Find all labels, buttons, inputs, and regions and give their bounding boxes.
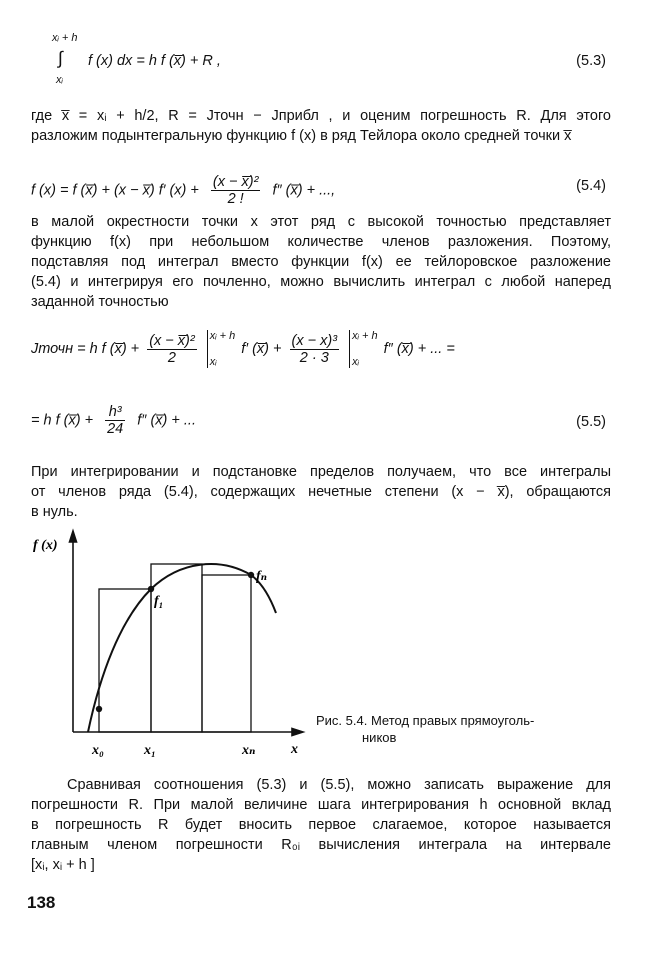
eq55a-fraction-1 bbox=[147, 333, 197, 366]
page-number: 138 bbox=[27, 893, 56, 912]
eq55b-fraction bbox=[105, 404, 125, 437]
paragraph-1 bbox=[31, 106, 611, 146]
paragraph-3-line: от членов ряда (5.4), содержащих нечетные степени (x − x̅), обращаются bbox=[31, 484, 611, 500]
paragraph-2-line: функцию f(x) при небольшом количестве членов разложения. Поэтому, bbox=[31, 234, 611, 250]
eq53-integral-sign: ∫ bbox=[58, 48, 63, 68]
eq55b bbox=[31, 404, 196, 437]
eq54 bbox=[31, 174, 335, 207]
paragraph-2 bbox=[31, 212, 611, 312]
eq53-lower-limit: xᵢ bbox=[56, 74, 63, 86]
rectangle-1 bbox=[99, 589, 151, 732]
eq55b-frac-numerator: h³ bbox=[105, 404, 125, 421]
label-fn: fₙ bbox=[256, 569, 268, 584]
paragraph-2-line: подставляя под интеграл вместо функции f(x) ее тейлоровское разложение bbox=[31, 254, 611, 270]
eq55a-right: f″ (x̅) + ... = bbox=[383, 340, 455, 357]
eq55a-mid: f′ (x̅) + bbox=[241, 340, 282, 357]
paragraph-4-line: [xᵢ, xᵢ + h ] bbox=[31, 857, 95, 873]
eq55a-frac1-numerator: (x − x̅)² bbox=[149, 332, 195, 349]
point-f1 bbox=[148, 586, 154, 592]
eq55a-limits-2 bbox=[349, 330, 378, 368]
eq55-number: (5.5) bbox=[576, 414, 606, 430]
rectangle-n bbox=[202, 575, 251, 732]
paragraph-4-line: Сравнивая соотношения (5.3) и (5.5), можно записать выражение для bbox=[67, 777, 611, 793]
figure-right-rectangles bbox=[0, 525, 320, 770]
eq55a-frac1-denominator: 2 bbox=[167, 349, 176, 366]
x-axis-arrow bbox=[292, 729, 303, 736]
eq54-left: f (x) = f (x̅) + (x − x̅) f′ (x) + bbox=[31, 182, 199, 199]
eq54-frac-numerator: (x − x̅)² bbox=[212, 174, 259, 190]
y-axis-arrow bbox=[70, 531, 77, 542]
eq55a-lim1-lower: xᵢ bbox=[209, 356, 217, 368]
eq55a-limits-1 bbox=[207, 330, 236, 368]
eq53-upper-limit: xᵢ + h bbox=[52, 32, 78, 44]
paragraph-4-line: погрешности R. При малой величине шага интегрирования h основной вклад bbox=[31, 797, 611, 813]
figure-caption-line: Рис. 5.4. Метод правых прямоуголь- bbox=[316, 713, 535, 728]
figure-caption bbox=[316, 712, 534, 746]
tick-x0: x₀ bbox=[92, 743, 104, 758]
label-f1: f₁ bbox=[154, 594, 164, 609]
paragraph-2-line: заданной точностью bbox=[31, 294, 169, 310]
y-axis-label: f (x) bbox=[33, 538, 58, 553]
paragraph-4-line: главным членом погрешности R₀ᵢ вычисления интеграла на интервале bbox=[31, 837, 611, 853]
eq53-number: (5.3) bbox=[576, 53, 606, 69]
paragraph-1-line: где x̅ = xᵢ + h/2, R = Jточн − Jприбл , и оценим погрешность R. Для этого bbox=[31, 108, 611, 124]
eq54-number: (5.4) bbox=[576, 178, 606, 194]
eq55a-lim2-lower: xᵢ bbox=[352, 356, 359, 368]
paragraph-2-line: (5.4) и интегрируя его почленно, можно вычислить интеграл с любой наперед bbox=[31, 274, 611, 290]
point-f0 bbox=[96, 706, 102, 712]
paragraph-2-line: в малой окрестности точки x этот ряд с высокой точностью представляет bbox=[31, 214, 611, 230]
paragraph-4 bbox=[31, 775, 611, 875]
tick-xn: xₙ bbox=[242, 743, 256, 758]
rectangle-2 bbox=[151, 564, 202, 732]
eq54-fraction bbox=[211, 174, 261, 207]
eq55a-left: Jточн = h f (x̅) + bbox=[31, 340, 140, 357]
eq55a bbox=[31, 330, 455, 368]
point-fn bbox=[248, 572, 254, 578]
eq55a-frac2-numerator: (x − x)³ bbox=[291, 332, 338, 349]
x-axis-label: x bbox=[291, 742, 298, 757]
eq55a-lim2-upper: xᵢ + h bbox=[352, 330, 378, 342]
paragraph-3 bbox=[31, 462, 611, 522]
tick-x1: x₁ bbox=[144, 743, 156, 758]
eq55b-right: f″ (x̅) + ... bbox=[137, 412, 196, 429]
eq55a-lim1-upper: xᵢ + h bbox=[209, 330, 236, 342]
paragraph-3-line: в нуль. bbox=[31, 504, 78, 520]
eq53-body: f (x) dx = h f (x̅) + R , bbox=[88, 53, 221, 69]
eq55b-frac-denominator: 24 bbox=[107, 421, 124, 437]
eq54-right: f″ (x̅) + ..., bbox=[272, 182, 336, 199]
figure-caption-line: ников bbox=[362, 730, 397, 745]
paragraph-1-line: разложим подынтегральную функцию f (x) в ряд Тейлора около средней точки x̅ bbox=[31, 128, 572, 144]
paragraph-4-line: в погрешность R будет вносить первое слагаемое, которое называется bbox=[31, 817, 611, 833]
eq55a-frac2-denominator: 2 · 3 bbox=[299, 349, 329, 366]
eq55a-fraction-2 bbox=[290, 333, 340, 366]
eq54-frac-denominator: 2 ! bbox=[227, 191, 244, 207]
paragraph-3-line: При интегрировании и подстановке пределов получаем, что все интегралы bbox=[31, 464, 611, 480]
eq55b-left: = h f (x̅) + bbox=[31, 412, 94, 429]
